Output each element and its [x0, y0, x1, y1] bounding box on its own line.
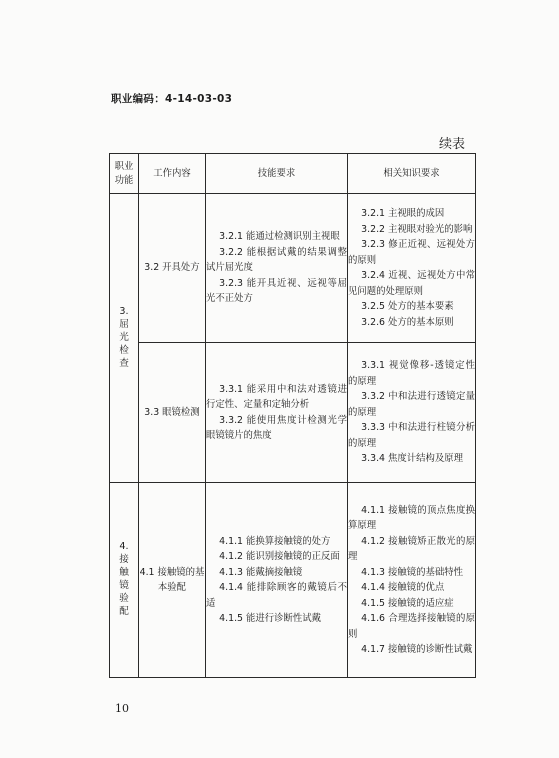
table-row: [110, 194, 476, 343]
header-function: 职业功能: [110, 154, 139, 194]
header-skill-requirements: 技能要求: [206, 154, 348, 194]
skill-item: 3.3.1 能采用中和法对透镜进行定性、定量和定轴分析: [206, 383, 347, 410]
skill-item: 4.1.2 能识别接触镜的正反面: [219, 551, 340, 562]
occupation-code: 职业编码：4-14-03-03: [111, 93, 233, 105]
work-content-label: 4.1 接触镜的基本验配: [139, 566, 205, 593]
skill-item: 4.1.1 能换算接触镜的处方: [219, 535, 331, 547]
continued-label: 续表: [439, 137, 466, 152]
knowledge-cell: [348, 343, 476, 483]
skill-item: 3.2.2 能根据试戴的结果调整试片屈光度: [206, 246, 347, 274]
function-label: 4.接触镜验配: [119, 541, 129, 618]
page-number: 10: [115, 702, 129, 715]
header-work-content: 工作内容: [139, 154, 206, 194]
work-content-cell: [139, 483, 206, 678]
knowledge-item: 3.3.4 焦度计结构及原理: [361, 453, 463, 465]
work-content-label: 3.3 眼镜检测: [144, 406, 200, 418]
knowledge-item: 3.3.3 中和法进行柱镜分析的原理: [348, 422, 475, 449]
function-cell-refraction: [110, 194, 139, 483]
skills-cell: [206, 194, 348, 343]
knowledge-item: 3.3.2 中和法进行透镜定量的原理: [348, 391, 475, 418]
function-cell-contact-lens: [110, 483, 139, 678]
knowledge-item: 4.1.6 合理选择接触镜的原则: [348, 613, 475, 640]
knowledge-item: 3.2.6 处方的基本原则: [361, 316, 454, 328]
knowledge-item: 4.1.2 接触镜矫正散光的原理: [348, 535, 475, 562]
skills-cell: [206, 483, 348, 678]
knowledge-item: 3.2.2 主视眼对验光的影响: [361, 223, 473, 235]
knowledge-item: 3.2.5 处方的基本要素: [361, 301, 454, 312]
knowledge-cell: [348, 194, 476, 343]
skill-item: 4.1.5 能进行诊断性试戴: [219, 613, 321, 624]
function-label: 3.屈光检查: [119, 305, 129, 369]
header-knowledge-requirements: 相关知识要求: [348, 154, 476, 194]
knowledge-item: 3.2.4 近视、远视处方中常见问题的处理原则: [348, 270, 475, 297]
skill-item: 4.1.3 能戴摘接触镜: [219, 566, 303, 578]
skill-item: 3.2.1 能通过检测识别主视眼: [219, 231, 340, 243]
skills-table: [109, 153, 476, 678]
skills-cell: [206, 343, 348, 483]
knowledge-item: 4.1.3 接触镜的基础特性: [361, 566, 463, 578]
knowledge-item: 4.1.1 接触镜的顶点焦度换算原理: [348, 504, 475, 531]
work-content-cell: [139, 194, 206, 343]
skill-item: 3.2.3 能开具近视、远视等屈光不正处方: [206, 277, 347, 305]
knowledge-item: 3.2.1 主视眼的成因: [361, 208, 445, 219]
table-header-row: [110, 154, 476, 194]
knowledge-item: 3.3.1 视觉像移-透镜定性的原理: [348, 360, 475, 387]
knowledge-cell: [348, 483, 476, 678]
knowledge-item: 4.1.5 接触镜的适应症: [361, 597, 454, 609]
table-row: [110, 483, 476, 678]
work-content-cell: [139, 343, 206, 483]
table-row: [110, 343, 476, 483]
knowledge-item: 4.1.4 接触镜的优点: [361, 582, 445, 593]
work-content-label: 3.2 开具处方: [144, 262, 200, 274]
skill-item: 3.3.2 能使用焦度计检测光学眼镜镜片的焦度: [206, 414, 347, 441]
skill-item: 4.1.4 能排除顾客的戴镜后不适: [206, 582, 347, 609]
knowledge-item: 3.2.3 修正近视、远视处方的原则: [348, 239, 475, 266]
knowledge-item: 4.1.7 接触镜的诊断性试戴: [361, 644, 473, 655]
